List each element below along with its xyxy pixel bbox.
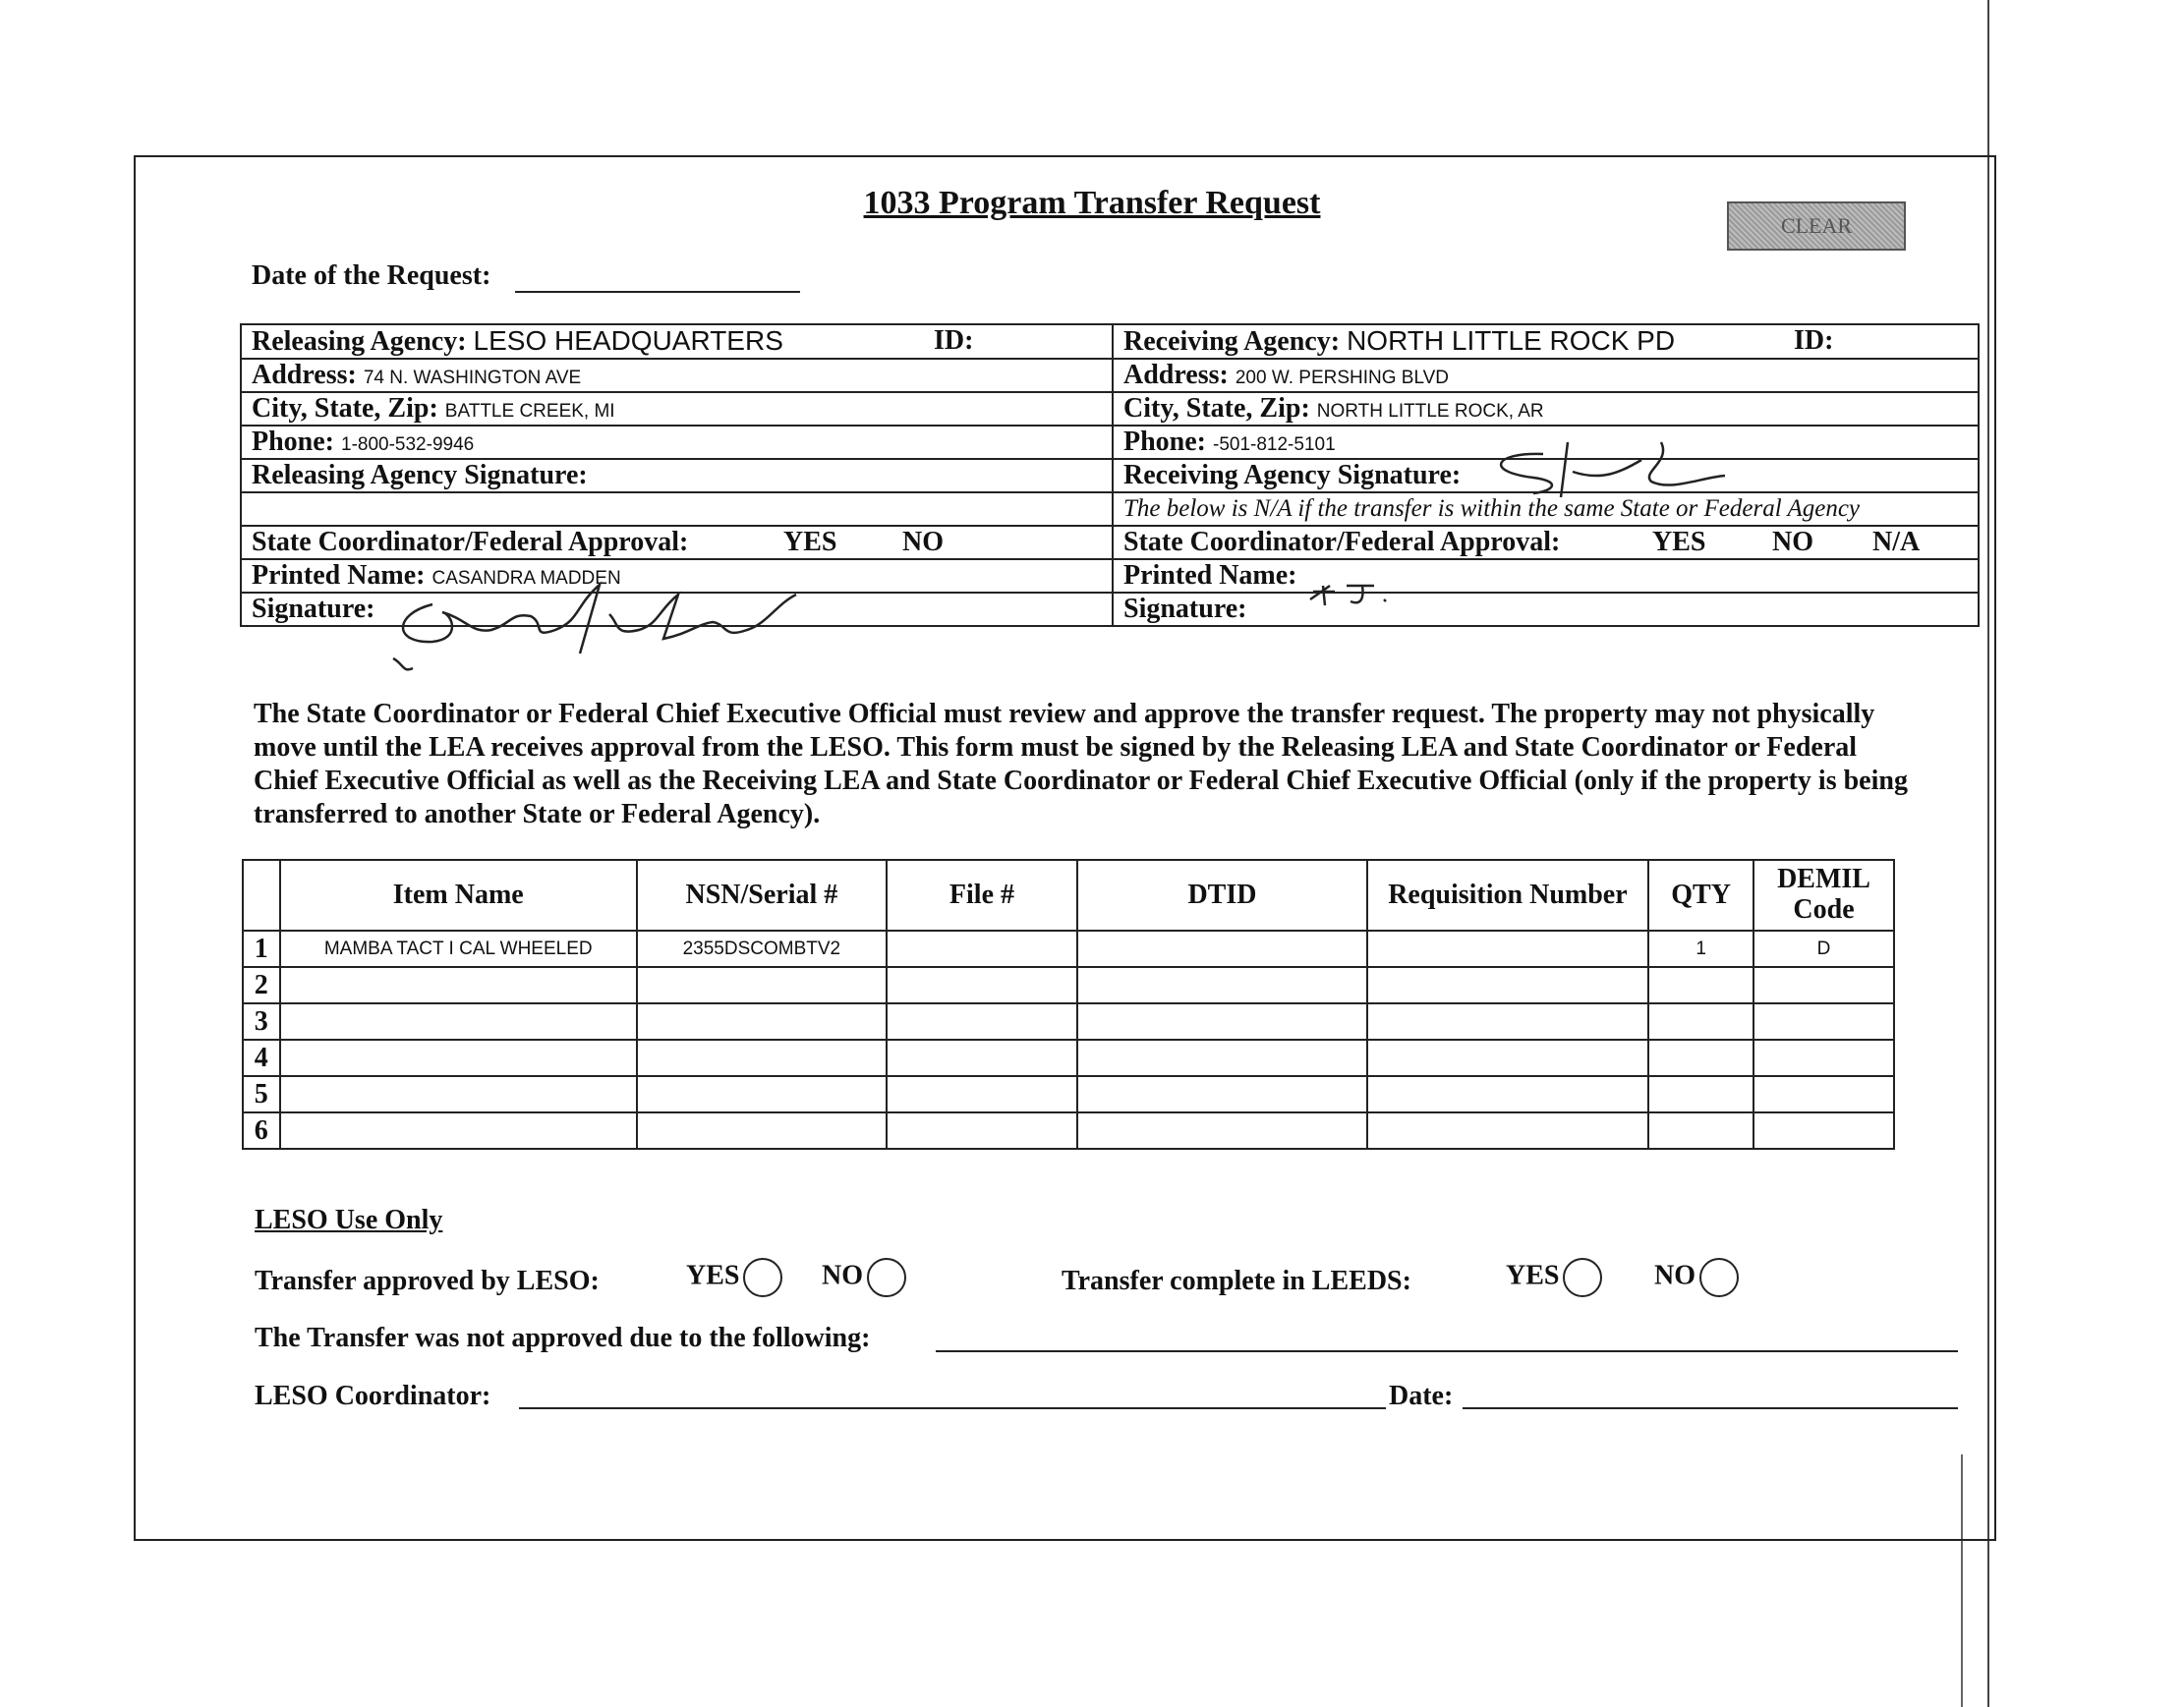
releasing-agency-value[interactable]: LESO HEADQUARTERS <box>473 325 783 356</box>
receiving-approval-no[interactable]: NO <box>1772 527 1813 557</box>
file-cell[interactable] <box>887 1040 1077 1076</box>
clear-button[interactable]: CLEAR <box>1727 201 1906 251</box>
receiving-phone-value[interactable]: -501-812-5101 <box>1213 434 1336 455</box>
receiving-printed-name-label: Printed Name: <box>1123 560 1297 591</box>
releasing-approval-yes[interactable]: YES <box>783 527 837 557</box>
item-name-cell[interactable] <box>280 967 637 1003</box>
receiving-signature-scribble <box>1474 432 1730 511</box>
receiving-sig-label: Signature: <box>1123 594 1247 624</box>
releasing-address-value[interactable]: 74 N. WASHINGTON AVE <box>363 368 582 388</box>
na-note: The below is N/A if the transfer is within the same State or Federal Agency <box>1113 492 1979 526</box>
approved-no-option[interactable] <box>822 1258 906 1297</box>
approved-no-label: NO <box>822 1260 863 1291</box>
row-number: 6 <box>243 1112 280 1149</box>
demil-cell[interactable] <box>1753 1040 1894 1076</box>
releasing-agency-label: Releasing Agency: <box>252 326 467 357</box>
nsn-cell[interactable]: 2355DSCOMBTV2 <box>637 931 887 967</box>
releasing-address-label: Address: <box>252 360 357 390</box>
releasing-signature-scribble <box>374 565 826 673</box>
complete-yes-radio[interactable] <box>1563 1258 1602 1297</box>
dtid-cell[interactable] <box>1077 1076 1367 1112</box>
receiving-signature-label: Receiving Agency Signature: <box>1123 460 1462 490</box>
nsn-cell[interactable] <box>637 1040 887 1076</box>
items-header: File # <box>887 860 1077 931</box>
releasing-sig-label: Signature: <box>252 594 375 624</box>
releasing-city-label: City, State, Zip: <box>252 393 438 424</box>
nsn-cell[interactable] <box>637 1003 887 1040</box>
table-row <box>243 1003 1894 1040</box>
releasing-id-label: ID: <box>934 325 974 356</box>
qty-cell[interactable] <box>1648 1003 1753 1040</box>
demil-cell[interactable] <box>1753 1112 1894 1149</box>
nsn-cell[interactable] <box>637 1076 887 1112</box>
dtid-cell[interactable] <box>1077 1040 1367 1076</box>
date-of-request-field[interactable] <box>515 291 800 293</box>
item-name-cell[interactable] <box>280 1076 637 1112</box>
leso-use-only-heading: LESO Use Only <box>255 1205 443 1235</box>
receiving-city-label: City, State, Zip: <box>1123 393 1310 424</box>
items-header: DTID <box>1077 860 1367 931</box>
qty-cell[interactable] <box>1648 1040 1753 1076</box>
leso-coordinator-label: LESO Coordinator: <box>255 1381 491 1411</box>
row-number: 4 <box>243 1040 280 1076</box>
not-approved-reason-field[interactable] <box>936 1350 1958 1352</box>
item-name-cell[interactable] <box>280 1112 637 1149</box>
qty-cell[interactable] <box>1648 1112 1753 1149</box>
qty-cell[interactable] <box>1648 1076 1753 1112</box>
file-cell[interactable] <box>887 931 1077 967</box>
file-cell[interactable] <box>887 1076 1077 1112</box>
receiving-city-value[interactable]: NORTH LITTLE ROCK, AR <box>1316 401 1544 422</box>
table-row <box>243 931 1894 967</box>
dtid-cell[interactable] <box>1077 931 1367 967</box>
row-number: 1 <box>243 931 280 967</box>
requisition-cell[interactable] <box>1367 1112 1648 1149</box>
requisition-cell[interactable] <box>1367 1040 1648 1076</box>
table-row <box>243 1040 1894 1076</box>
approved-no-radio[interactable] <box>867 1258 906 1297</box>
items-header: Requisition Number <box>1367 860 1648 931</box>
releasing-printed-name-value[interactable]: CASANDRA MADDEN <box>431 568 621 589</box>
releasing-approval-label: State Coordinator/Federal Approval: <box>252 527 689 557</box>
items-header: DEMIL Code <box>1753 860 1894 931</box>
instructions-paragraph: The State Coordinator or Federal Chief Executive Official must review and approve the transfer request. The property may not physically move until the LEA receives approval from the LESO. This form must be signed by the Releasing LEA and State Coordinator or Federal Chief Executive Official as well as the Receiving LEA and State Coordinator or Federal Chief Executive Official (only if the property is being transferred to another State or Federal Agency). <box>254 699 1908 829</box>
date-of-request-label: Date of the Request: <box>252 260 491 291</box>
releasing-approval-no[interactable]: NO <box>902 527 944 557</box>
requisition-cell[interactable] <box>1367 967 1648 1003</box>
receiving-address-label: Address: <box>1123 360 1229 390</box>
releasing-signature-label: Releasing Agency Signature: <box>252 460 588 490</box>
receiving-address-value[interactable]: 200 W. PERSHING BLVD <box>1235 368 1450 388</box>
receiving-approval-label: State Coordinator/Federal Approval: <box>1123 527 1561 557</box>
items-header: NSN/Serial # <box>637 860 887 931</box>
releasing-phone-label: Phone: <box>252 427 334 457</box>
releasing-printed-name-label: Printed Name: <box>252 560 426 591</box>
nsn-cell[interactable] <box>637 967 887 1003</box>
items-table <box>242 859 1895 1150</box>
demil-cell[interactable] <box>1753 967 1894 1003</box>
receiving-agency-label: Receiving Agency: <box>1123 326 1341 357</box>
leso-date-label: Date: <box>1389 1381 1454 1411</box>
row-number: 3 <box>243 1003 280 1040</box>
nsn-cell[interactable] <box>637 1112 887 1149</box>
item-name-cell[interactable] <box>280 1003 637 1040</box>
receiving-id-label: ID: <box>1794 325 1834 356</box>
table-row <box>243 967 1894 1003</box>
dtid-cell[interactable] <box>1077 1003 1367 1040</box>
transfer-complete-label: Transfer complete in LEEDS: <box>1062 1266 1411 1296</box>
complete-no-radio[interactable] <box>1699 1258 1739 1297</box>
qty-cell[interactable] <box>1648 967 1753 1003</box>
items-header: Item Name <box>280 860 637 931</box>
approved-yes-option[interactable] <box>686 1258 782 1297</box>
demil-cell[interactable] <box>1753 1003 1894 1040</box>
dtid-cell[interactable] <box>1077 1112 1367 1149</box>
not-approved-label: The Transfer was not approved due to the following: <box>255 1323 871 1353</box>
table-row <box>243 1112 1894 1149</box>
receiving-approval-na[interactable]: N/A <box>1872 527 1921 557</box>
row-number: 5 <box>243 1076 280 1112</box>
item-name-cell[interactable]: MAMBA TACT I CAL WHEELED <box>280 931 637 967</box>
approved-yes-label: YES <box>686 1260 740 1291</box>
receiving-approval-yes[interactable]: YES <box>1652 527 1706 557</box>
file-cell[interactable] <box>887 967 1077 1003</box>
complete-no-label: NO <box>1654 1260 1695 1291</box>
dtid-cell[interactable] <box>1077 967 1367 1003</box>
leso-coordinator-field[interactable] <box>519 1407 1386 1409</box>
item-name-cell[interactable] <box>280 1040 637 1076</box>
demil-cell[interactable]: D <box>1753 931 1894 967</box>
table-row <box>243 1076 1894 1112</box>
items-header: QTY <box>1648 860 1753 931</box>
releasing-phone-value[interactable]: 1-800-532-9946 <box>341 434 475 455</box>
row-number: 2 <box>243 967 280 1003</box>
requisition-cell[interactable] <box>1367 1076 1648 1112</box>
file-cell[interactable] <box>887 1003 1077 1040</box>
complete-yes-label: YES <box>1506 1260 1560 1291</box>
demil-cell[interactable] <box>1753 1076 1894 1112</box>
releasing-city-value[interactable]: BATTLE CREEK, MI <box>444 401 615 422</box>
form-title: 1033 Program Transfer Request <box>863 185 1321 221</box>
receiving-phone-label: Phone: <box>1123 427 1206 457</box>
file-cell[interactable] <box>887 1112 1077 1149</box>
complete-no-option[interactable] <box>1654 1258 1739 1297</box>
leso-date-field[interactable] <box>1463 1407 1958 1409</box>
requisition-cell[interactable] <box>1367 1003 1648 1040</box>
receiving-printed-initials <box>1305 578 1394 607</box>
transfer-approved-label: Transfer approved by LESO: <box>255 1266 600 1296</box>
complete-yes-option[interactable] <box>1506 1258 1602 1297</box>
approved-yes-radio[interactable] <box>743 1258 782 1297</box>
items-header-num <box>243 860 280 931</box>
receiving-agency-value[interactable]: NORTH LITTLE ROCK PD <box>1347 325 1676 356</box>
qty-cell[interactable]: 1 <box>1648 931 1753 967</box>
requisition-cell[interactable] <box>1367 931 1648 967</box>
